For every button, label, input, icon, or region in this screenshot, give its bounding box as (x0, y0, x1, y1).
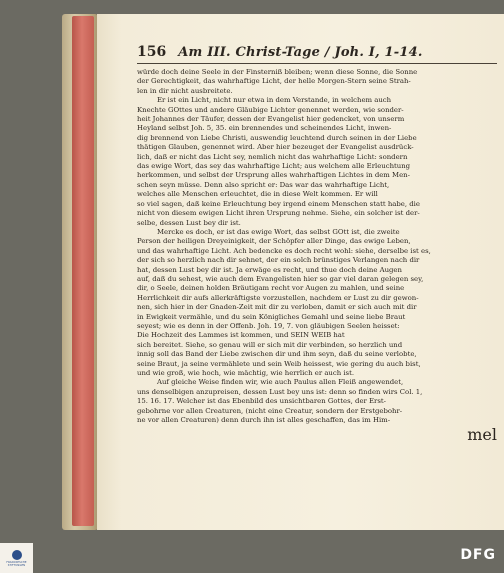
text-line-catchword (137, 425, 497, 444)
text-line: das ewige Wort, das sey das wahrhaftige Licht; aus welchem alle Erleuchtung (137, 162, 411, 171)
library-emblem-icon (12, 550, 22, 560)
text-line: selbe, dessen Lust bey dir ist. (137, 218, 241, 227)
text-line: Auf gleiche Weise finden wir, wie auch Paulus allen Fleiß angewendet, (157, 378, 404, 387)
text-line: der sich so herzlich nach dir sehnet, der ein solch brünstiges Verlangen nach dir (137, 256, 420, 265)
page-content (137, 44, 497, 524)
text-line: hat, dessen Lust bey dir ist. Ja erwäge es recht, und thue doch deine Augen (137, 265, 402, 274)
text-line: seine Braut, ja seine vermählete und sein Weib heissest, wie gering du auch bist, (137, 359, 421, 368)
text-line: und wie groß, wie hoch, wie mächtig, wie herrlich er auch ist. (137, 369, 355, 377)
text-line: der Gerechtigkeit, das wahrhaftige Licht, der helle Morgen-Stern seine Strah- (137, 77, 411, 86)
text-line: in Ewigkeit vermähle, und du sein Königliches Gemahl und seine liebe Braut (137, 312, 406, 321)
page-header (137, 44, 497, 64)
text-line: würde doch deine Seele in der Finsterniß bleiben; wenn diese Sonne, die Sonne (137, 68, 418, 76)
dfg-logo: DFG (460, 547, 496, 563)
library-logo-text: FRANCKESCHE STIFTUNGEN (6, 560, 27, 567)
text-line: Heyland selbst Joh. 5, 35. ein brennendes und scheinendes Licht, inwen- (137, 124, 392, 133)
text-body (137, 68, 497, 425)
text-line: uns denselbigen anzupreisen, dessen Lust bey uns ist: denn so finden wirs Col. 1, (137, 387, 423, 396)
text-line: dir, o Seele, deinen holden Bräutigam recht vor Augen zu mahlen, und seine (137, 284, 405, 293)
text-line: 15. 16. 17. Welcher ist das Ebenbild des unsichtbaren Gottes, der Erst- (137, 397, 386, 406)
text-line: Knechte GOttes und andere Gläubige Lichter genennet werden, wie sonder- (137, 105, 404, 114)
text-line: seyest; wie es denn in der Offenb. Joh. 19, 7. von gläubigen Seelen heisset: (137, 321, 400, 330)
text-line: thätigen Glauben, genennet wird. Aber hier bezeuget der Evangelist ausdrück- (137, 143, 414, 152)
viewer-footer-bar (0, 543, 504, 573)
text-line: Herrlichkeit dir aufs allerkräftigste vorzustellen, nachdem er Lust zu dir gewon- (137, 293, 419, 302)
text-line: herkommen, und selbst der Ursprung alles wahrhaftigen Lichtes in dem Men- (137, 171, 410, 180)
library-logo (0, 543, 33, 573)
page-number: 156 (137, 44, 167, 60)
catchword: mel (467, 425, 497, 445)
text-line: so viel sagen, daß keine Erleuchtung bey irgend einem Menschen statt habe, die (137, 199, 420, 208)
text-line: Person der heiligen Dreyeinigkeit, der Schöpfer aller Dinge, das ewige Leben, (137, 237, 411, 246)
text-line: lich, daß er nicht das Licht sey, nemlich nicht das wahrhaftige Licht: sondern (137, 152, 408, 161)
text-line: heit Johannes der Täufer, dessen der Evangelist hier gedencket, von unserm (137, 115, 405, 124)
text-line: ne vor allen Creaturen) denn durch ihn ist alles geschaffen, das im Him- (137, 416, 391, 425)
text-line: Die Hochzeit des Lammes ist kommen, und SEIN WEIB hat (137, 331, 345, 340)
text-line: len in dir nicht ausbreitete. (137, 86, 233, 95)
text-line: schen seyn müsse. Denn also spricht er: Das war das wahrhaftige Licht, (137, 180, 390, 189)
running-head: Am III. Christ-Tage / Joh. I, 1-14. (178, 45, 423, 60)
text-line: gebohrne vor allen Creaturen, (nicht eine Creatur, sondern der Erstgebohr- (137, 406, 403, 415)
text-line: und das wahrhaftige Licht. Ach bedencke es doch recht wohl: siehe, derselbe ist es, (137, 246, 431, 255)
book-page (97, 14, 504, 530)
text-line: sich bereitet. Siehe, so genau will er sich mit dir verbinden, so herzlich und (137, 340, 403, 349)
text-line: auf, daß du sehest, wie auch dem Evangelisten hier so gar viel daran gelegen sey, (137, 274, 424, 283)
text-line: nicht von diesem ewigen Licht ihren Ursprung nehme. Siehe, ein solcher ist der- (137, 209, 420, 218)
text-line: welches alle Menschen erleuchtet, die in diese Welt kommen. Er will (137, 190, 378, 199)
book-red-page-edge (72, 16, 94, 526)
text-line: nen, sich hier in der Gnaden-Zeit mit dir zu verloben, damit er sich auch mit dir (137, 303, 417, 312)
text-line: Mercke es doch, er ist das ewige Wort, das selbst GOtt ist, die zweite (157, 227, 400, 236)
text-line: innig soll das Band der Liebe zwischen dir und ihm seyn, daß du seine verlobte, (137, 350, 417, 359)
text-line: Er ist ein Licht, nicht nur etwa in dem Verstande, in welchem auch (157, 96, 392, 105)
text-line: dig brennend von Liebe Christi, auswendig leuchtend durch seinen in der Liebe (137, 133, 417, 142)
